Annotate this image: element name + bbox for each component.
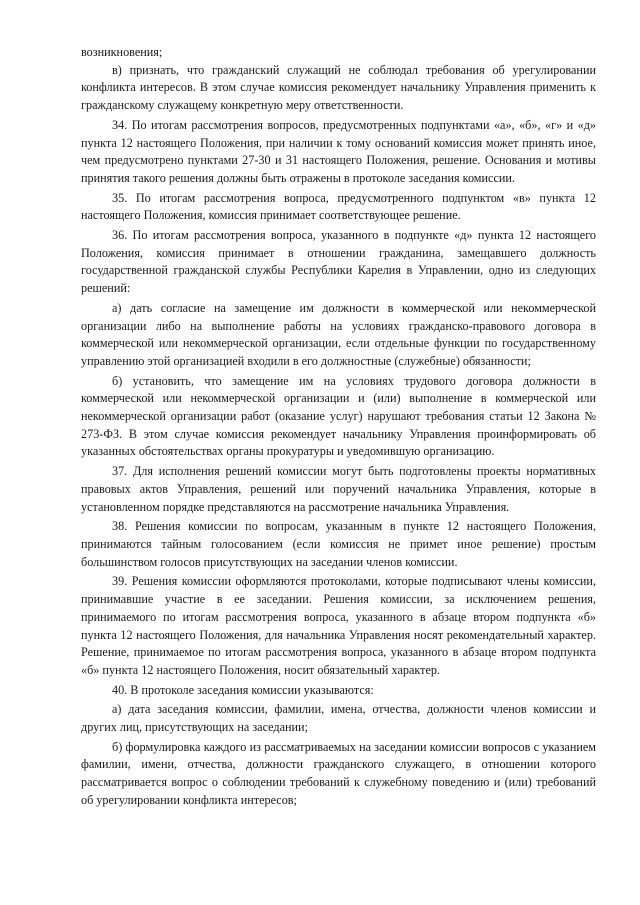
paragraph-36a: а) дать согласие на замещение им должности в коммерческой или некоммерческой организации либо на выполнение работы на условиях гражданско-правового договора в коммерческой или некоммерческой организации, если отдельные функции по государственному управлению этой организацией входили в его должностные (служебные) обязанности;: [81, 300, 596, 368]
paragraph-34: 34. По итогам рассмотрения вопросов, предусмотренных подпунктами «а», «б», «г» и «д» пункта 12 настоящего Положения, при наличии к тому оснований комиссия может принять иное, чем предусмотрено пунктами 27-30 и 31 настоящего Положения, решение. Основания и мотивы принятия такого решения должны быть отражены в протоколе заседания комиссии.: [81, 117, 596, 185]
paragraph-39: 39. Решения комиссии оформляются протоколами, которые подписывают члены комиссии, принимавшие участие в ее заседании. Решения комиссии, за исключением решения, принимаемого по итогам рассмотрения вопроса, указанного в абзаце втором подпункта «б» пункта 12 настоящего Положения, для начальника Управления носят рекомендательный характер. Решение, принимаемое по итогам рассмотрения вопроса, указанного в абзаце втором подпункта «б» пункта 12 настоящего Положения, носит обязательный характер.: [81, 574, 596, 677]
paragraph-40: 40. В протоколе заседания комиссии указываются:: [112, 682, 374, 697]
paragraph-33v: в) признать, что гражданский служащий не соблюдал требования об урегулировании конфликта интересов. В этом случае комиссия рекомендует начальнику Управления применить к гражданскому служащему конкретную меру ответственности.: [81, 62, 596, 113]
paragraph-continuation: возникновения;: [81, 45, 163, 59]
paragraph-40a: а) дата заседания комиссии, фамилии, имена, отчества, должности членов комиссии и других лиц, присутствующих на заседании;: [81, 702, 596, 735]
paragraph-40b: б) формулировка каждого из рассматриваемых на заседании комиссии вопросов с указанием фамилии, имени, отчества, должности гражданского служащего, в отношении которого рассматривается вопрос о соблюдении требований к служебному поведению и (или) требований об урегулировании конфликта интересов;: [81, 739, 596, 807]
paragraph-36b: б) установить, что замещение им на условиях трудового договора должности в коммерческой или некоммерческой организации и (или) выполнение в коммерческой или некоммерческой организации работ (оказание услуг) нарушают требования статьи 12 Закона № 273-ФЗ. В этом случае комиссия рекомендует начальнику Управления проинформировать об указанных обстоятельствах органы прокуратуры и уведомившую организацию.: [81, 373, 596, 459]
paragraph-37: 37. Для исполнения решений комиссии могут быть подготовлены проекты нормативных правовых актов Управления, решений или поручений начальника Управления, которые в установленном порядке представляются на рассмотрение начальника Управления.: [81, 464, 596, 514]
paragraph-35: 35. По итогам рассмотрения вопроса, предусмотренного подпунктом «в» пункта 12 настоящего Положения, комиссия принимает соответствующее решение.: [81, 190, 596, 223]
paragraph-36: 36. По итогам рассмотрения вопроса, указанного в подпункте «д» пункта 12 настоящего Положения, комиссия принимает в отношении гражданина, замещавшего должность государственной гражданской службы Республики Карелия в Управлении, одно из следующих решений:: [81, 228, 596, 296]
paragraph-38: 38. Решения комиссии по вопросам, указанным в пункте 12 настоящего Положения, принимаются тайным голосованием (если комиссия не примет иное решение) простым большинством голосов присутствующих на заседании членов комиссии.: [81, 519, 596, 569]
